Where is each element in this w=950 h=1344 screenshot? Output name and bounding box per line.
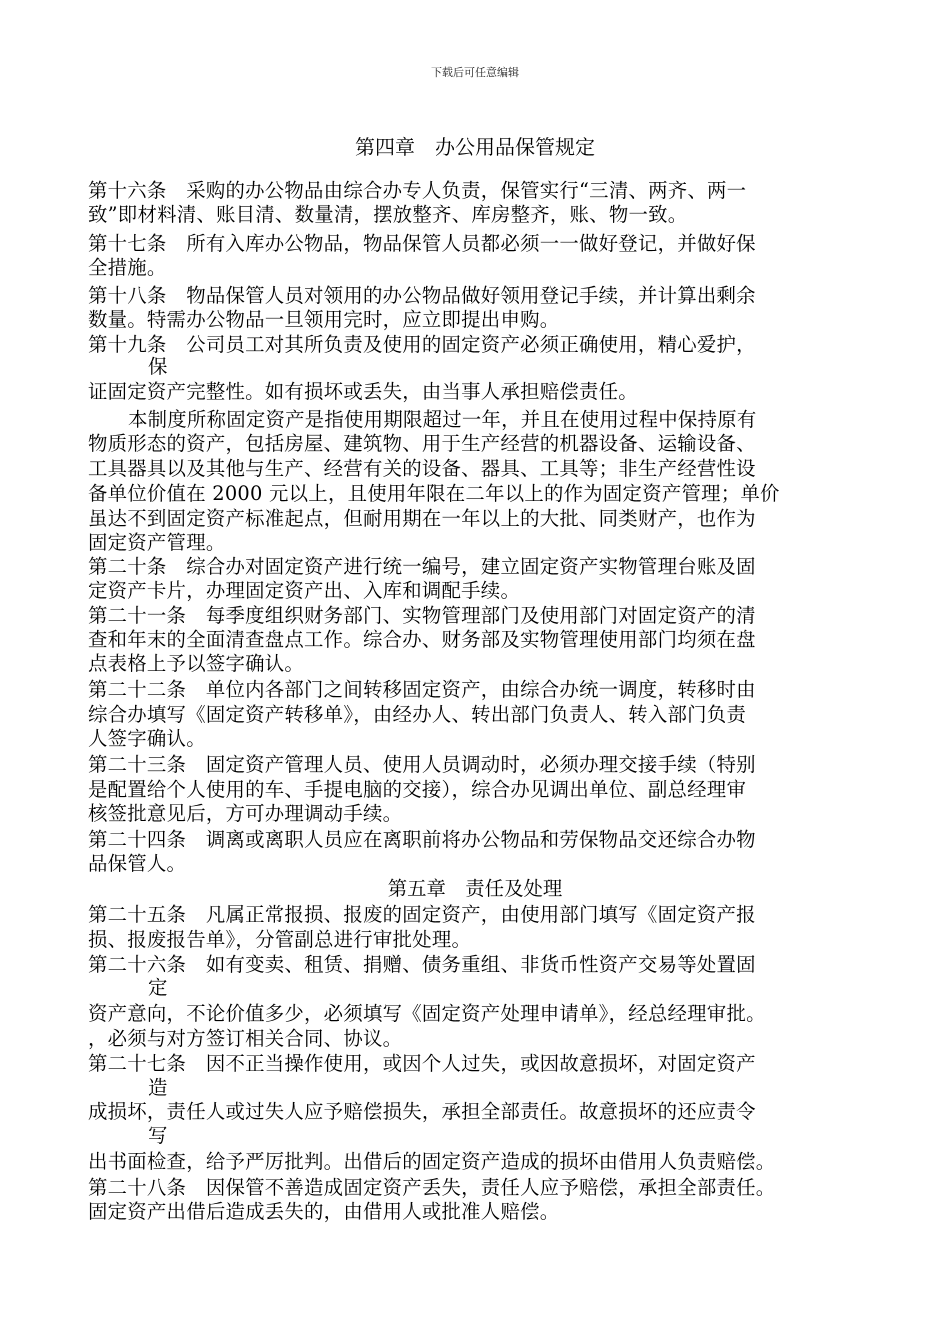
chapter-5-title: 第五章 责任及处理 (387, 877, 563, 900)
text-line: 备单位价值在 2000 元以上，且使用年限在二年以上的作为固定资产管理；单价 (88, 482, 780, 505)
text-line: 资产意向，不论价值多少，必须填写《固定资产处理申请单》，经总经理审批。 (88, 1002, 766, 1025)
text-line: 点表格上予以签字确认。 (88, 652, 305, 675)
text-line: 是配置给个人使用的车、手提电脑的交接），综合办见调出单位、副总经理审 (88, 778, 747, 801)
text-line: 第二十六条 如有变卖、租赁、捐赠、债务重组、非货币性资产交易等处置固 (88, 953, 756, 976)
text-line: 本制度所称固定资产是指使用期限超过一年，并且在使用过程中保持原有 (128, 408, 757, 431)
text-line: 第二十五条 凡属正常报损、报废的固定资产，由使用部门填写《固定资产报 (88, 903, 756, 926)
text-line: 证固定资产完整性。如有损坏或丢失，由当事人承担赔偿责任。 (88, 380, 638, 403)
page-header: 下载后可任意编辑 (431, 66, 519, 79)
text-line: 全措施。 (88, 256, 167, 279)
text-line: 出书面检查，给予严厉批判。出借后的固定资产造成的损坏由借用人负责赔偿。 (88, 1150, 776, 1173)
text-line: 成损坏，责任人或过失人应予赔偿损失，承担全部责任。故意损坏的还应责令 (88, 1100, 756, 1123)
text-line: 核签批意见后，方可办理调动手续。 (88, 802, 403, 825)
text-line: 查和年末的全面清查盘点工作。综合办、财务部及实物管理使用部门均须在盘 (88, 628, 756, 651)
text-line: 数量。特需办公物品一旦领用完时，应立即提出申购。 (88, 308, 560, 331)
text-line: 虽达不到固定资产标准起点，但耐用期在一年以上的大批、同类财产，也作为 (88, 507, 756, 530)
text-line: 损、报废报告单》，分管副总进行审批处理。 (88, 928, 472, 951)
text-line: 第二十条 综合办对固定资产进行统一编号，建立固定资产实物管理台账及固 (88, 555, 756, 578)
text-line: 造 (148, 1076, 168, 1099)
text-line: 第十六条 采购的办公物品由综合办专人负责，保管实行“三清、两齐、两一 (88, 179, 747, 202)
text-line: 综合办填写《固定资产转移单》，由经办人、转出部门负责人、转入部门负责 (88, 703, 747, 726)
text-line: 品保管人。 (88, 852, 187, 875)
text-line: 人签字确认。 (88, 727, 206, 750)
text-line: 第二十一条 每季度组织财务部门、实物管理部门及使用部门对固定资产的清 (88, 604, 756, 627)
text-line: 写 (148, 1124, 168, 1147)
text-line: 固定资产管理。 (88, 531, 226, 554)
text-line: 固定资产出借后造成丢失的，由借用人或批准人赔偿。 (88, 1200, 560, 1223)
text-line: 第十九条 公司员工对其所负责及使用的固定资产必须正确使用，精心爱护， (88, 333, 756, 356)
text-line: 第二十三条 固定资产管理人员、使用人员调动时，必须办理交接手续（特别 (88, 753, 756, 776)
text-line: 第二十二条 单位内各部门之间转移固定资产，由综合办统一调度，转移时由 (88, 678, 756, 701)
text-line: 第十八条 物品保管人员对领用的办公物品做好领用登记手续，并计算出剩余 (88, 284, 756, 307)
text-line: 物质形态的资产，包括房屋、建筑物、用于生产经营的机器设备、运输设备、 (88, 432, 756, 455)
chapter-4-title: 第四章 办公用品保管规定 (355, 135, 595, 159)
text-line: 第十七条 所有入库办公物品，物品保管人员都必须一一做好登记，并做好保 (88, 232, 756, 255)
text-line: 第二十四条 调离或离职人员应在离职前将办公物品和劳保物品交还综合办物 (88, 828, 756, 851)
text-line: 定 (148, 976, 168, 999)
text-line: 定资产卡片，办理固定资产出、入库和调配手续。 (88, 579, 521, 602)
text-line: ，必须与对方签订相关合同、协议。 (88, 1027, 403, 1050)
text-line: 第二十七条 因不正当操作使用，或因个人过失，或因故意损坏，对固定资产 (88, 1052, 756, 1075)
text-line: 第二十八条 因保管不善造成固定资产丢失，责任人应予赔偿，承担全部责任。 (88, 1176, 776, 1199)
text-line: 保 (148, 355, 168, 378)
text-line: 致”即材料清、账目清、数量清，摆放整齐、库房整齐，账、物一致。 (88, 203, 688, 226)
text-line: 工具器具以及其他与生产、经营有关的设备、器具、工具等；非生产经营性设 (88, 457, 756, 480)
